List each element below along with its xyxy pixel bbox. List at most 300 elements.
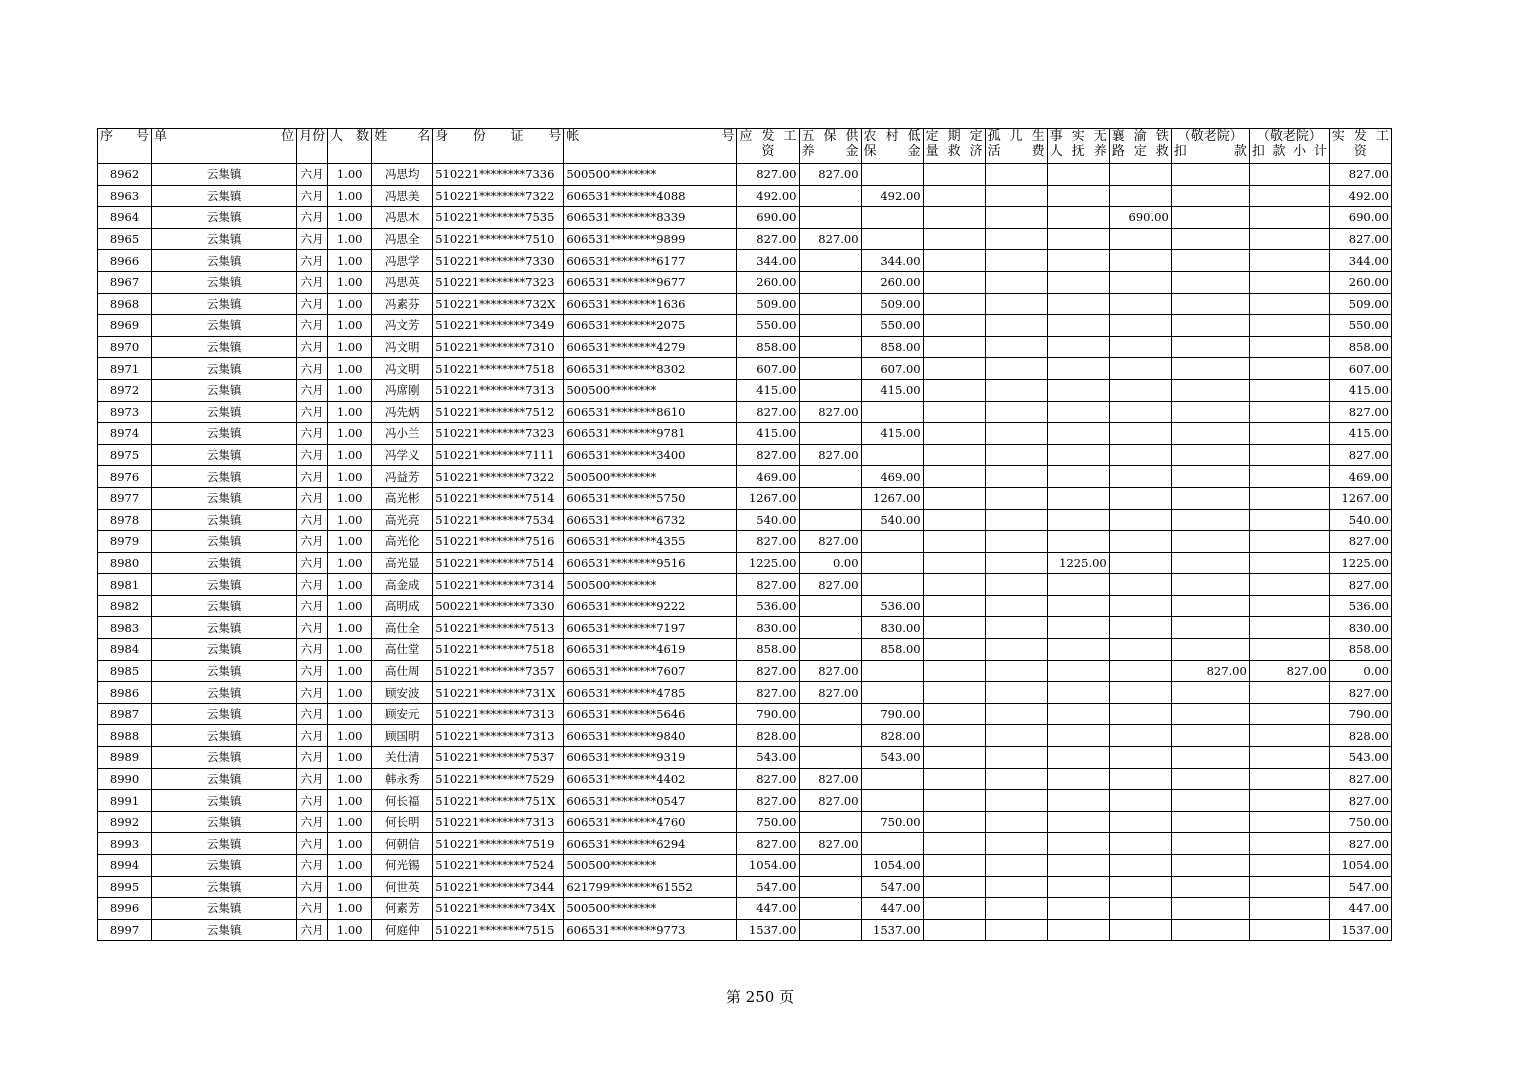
cell-deduct [1171, 811, 1249, 833]
cell-account: 606531********8302 [564, 358, 737, 380]
cell-id-number: 510221********732X [433, 293, 564, 315]
cell-account: 606531********0547 [564, 790, 737, 812]
cell-wage-due: 1225.00 [737, 552, 799, 574]
cell-wage-due: 750.00 [737, 811, 799, 833]
cell-wage-due: 790.00 [737, 703, 799, 725]
cell-month: 六月 [297, 768, 328, 790]
cell-dingliang [923, 358, 985, 380]
cell-count: 1.00 [328, 423, 372, 445]
cell-wage-due: 1537.00 [737, 919, 799, 941]
cell-dibao: 1267.00 [861, 487, 923, 509]
cell-xiangyu [1109, 552, 1171, 574]
cell-seq: 8966 [98, 250, 152, 272]
cell-shishi [1047, 595, 1109, 617]
cell-wubao: 827.00 [799, 833, 861, 855]
table-row [98, 358, 1392, 380]
cell-month: 六月 [297, 833, 328, 855]
table-row [98, 228, 1392, 250]
cell-unit: 云集镇 [152, 725, 297, 747]
cell-shishi [1047, 444, 1109, 466]
cell-id-number: 510221********7313 [433, 379, 564, 401]
cell-deduct [1171, 228, 1249, 250]
cell-month: 六月 [297, 639, 328, 661]
cell-unit: 云集镇 [152, 423, 297, 445]
cell-name: 冯思全 [372, 228, 433, 250]
cell-seq: 8997 [98, 919, 152, 941]
cell-wage-actual: 415.00 [1329, 379, 1391, 401]
cell-dibao: 550.00 [861, 315, 923, 337]
cell-unit: 云集镇 [152, 358, 297, 380]
cell-dingliang [923, 660, 985, 682]
cell-deduct-subtotal [1249, 207, 1329, 229]
cell-wage-due: 827.00 [737, 531, 799, 553]
cell-orphan [985, 660, 1047, 682]
cell-id-number: 510221********7518 [433, 639, 564, 661]
cell-id-number: 510221********7516 [433, 531, 564, 553]
cell-dingliang [923, 747, 985, 769]
cell-wage-due: 827.00 [737, 768, 799, 790]
cell-dingliang [923, 639, 985, 661]
cell-shishi [1047, 747, 1109, 769]
cell-xiangyu [1109, 639, 1171, 661]
cell-deduct-subtotal [1249, 531, 1329, 553]
cell-wage-actual: 790.00 [1329, 703, 1391, 725]
cell-dibao [861, 552, 923, 574]
cell-count: 1.00 [328, 336, 372, 358]
cell-name: 冯小兰 [372, 423, 433, 445]
cell-deduct-subtotal [1249, 423, 1329, 445]
cell-month: 六月 [297, 164, 328, 186]
cell-wage-actual: 858.00 [1329, 639, 1391, 661]
header-shishi: 事 实 无 人 抚 养 [1047, 129, 1109, 164]
cell-dibao [861, 660, 923, 682]
cell-orphan [985, 682, 1047, 704]
header-dibao: 农 村 低 保 金 [861, 129, 923, 164]
cell-shishi [1047, 855, 1109, 877]
cell-month: 六月 [297, 552, 328, 574]
cell-name: 何庭仲 [372, 919, 433, 941]
cell-count: 1.00 [328, 531, 372, 553]
cell-count: 1.00 [328, 164, 372, 186]
cell-deduct-subtotal [1249, 358, 1329, 380]
table-row [98, 552, 1392, 574]
cell-wage-due: 858.00 [737, 639, 799, 661]
cell-xiangyu [1109, 574, 1171, 596]
cell-shishi [1047, 660, 1109, 682]
cell-deduct: 827.00 [1171, 660, 1249, 682]
cell-deduct-subtotal [1249, 185, 1329, 207]
cell-wage-due: 827.00 [737, 228, 799, 250]
cell-wage-actual: 750.00 [1329, 811, 1391, 833]
cell-dingliang [923, 790, 985, 812]
cell-deduct [1171, 876, 1249, 898]
cell-deduct-subtotal [1249, 855, 1329, 877]
cell-deduct-subtotal [1249, 574, 1329, 596]
cell-name: 何长明 [372, 811, 433, 833]
cell-seq: 8992 [98, 811, 152, 833]
cell-deduct [1171, 185, 1249, 207]
cell-wage-actual: 0.00 [1329, 660, 1391, 682]
cell-dibao: 750.00 [861, 811, 923, 833]
cell-seq: 8985 [98, 660, 152, 682]
cell-orphan [985, 336, 1047, 358]
cell-deduct [1171, 293, 1249, 315]
header-id: 身 份 证 号 [433, 129, 564, 164]
cell-wage-actual: 536.00 [1329, 595, 1391, 617]
cell-dibao: 543.00 [861, 747, 923, 769]
cell-account: 606531********2075 [564, 315, 737, 337]
cell-seq: 8980 [98, 552, 152, 574]
cell-deduct [1171, 574, 1249, 596]
table-row [98, 898, 1392, 920]
cell-xiangyu [1109, 466, 1171, 488]
cell-wage-due: 536.00 [737, 595, 799, 617]
cell-orphan [985, 617, 1047, 639]
cell-wage-actual: 827.00 [1329, 531, 1391, 553]
cell-id-number: 510221********7512 [433, 401, 564, 423]
cell-deduct-subtotal [1249, 790, 1329, 812]
cell-wage-due: 827.00 [737, 833, 799, 855]
cell-count: 1.00 [328, 833, 372, 855]
cell-account: 606531********4785 [564, 682, 737, 704]
cell-account: 606531********3400 [564, 444, 737, 466]
cell-wubao [799, 509, 861, 531]
cell-wubao [799, 207, 861, 229]
cell-deduct [1171, 509, 1249, 531]
cell-deduct-subtotal [1249, 768, 1329, 790]
cell-seq: 8993 [98, 833, 152, 855]
cell-id-number: 510221********7514 [433, 487, 564, 509]
cell-deduct-subtotal [1249, 898, 1329, 920]
cell-name: 顾安元 [372, 703, 433, 725]
cell-id-number: 500221********7330 [433, 595, 564, 617]
cell-xiangyu [1109, 833, 1171, 855]
cell-name: 冯思均 [372, 164, 433, 186]
cell-deduct-subtotal [1249, 747, 1329, 769]
cell-wage-actual: 827.00 [1329, 768, 1391, 790]
table-row [98, 833, 1392, 855]
table-row [98, 747, 1392, 769]
cell-wubao: 0.00 [799, 552, 861, 574]
cell-xiangyu [1109, 768, 1171, 790]
cell-wage-actual: 447.00 [1329, 898, 1391, 920]
header-deduct: （敬老院） 扣 款 [1171, 129, 1249, 164]
cell-wubao [799, 250, 861, 272]
cell-wubao: 827.00 [799, 790, 861, 812]
cell-wage-actual: 469.00 [1329, 466, 1391, 488]
cell-unit: 云集镇 [152, 315, 297, 337]
cell-count: 1.00 [328, 466, 372, 488]
cell-deduct [1171, 768, 1249, 790]
cell-seq: 8969 [98, 315, 152, 337]
cell-count: 1.00 [328, 207, 372, 229]
header-unit: 单 位 [152, 129, 297, 164]
cell-shishi [1047, 768, 1109, 790]
cell-id-number: 510221********7535 [433, 207, 564, 229]
cell-orphan [985, 423, 1047, 445]
cell-xiangyu [1109, 423, 1171, 445]
cell-unit: 云集镇 [152, 207, 297, 229]
cell-month: 六月 [297, 358, 328, 380]
cell-unit: 云集镇 [152, 531, 297, 553]
cell-wage-actual: 543.00 [1329, 747, 1391, 769]
cell-xiangyu [1109, 358, 1171, 380]
cell-wage-actual: 828.00 [1329, 725, 1391, 747]
cell-count: 1.00 [328, 876, 372, 898]
cell-shishi [1047, 379, 1109, 401]
cell-dingliang [923, 487, 985, 509]
cell-account: 606531********6177 [564, 250, 737, 272]
cell-dingliang [923, 855, 985, 877]
cell-deduct-subtotal [1249, 250, 1329, 272]
cell-deduct [1171, 271, 1249, 293]
cell-count: 1.00 [328, 315, 372, 337]
cell-dingliang [923, 703, 985, 725]
cell-month: 六月 [297, 617, 328, 639]
table-row [98, 531, 1392, 553]
cell-shishi [1047, 574, 1109, 596]
cell-orphan [985, 509, 1047, 531]
cell-deduct [1171, 898, 1249, 920]
cell-account: 606531********8610 [564, 401, 737, 423]
cell-unit: 云集镇 [152, 574, 297, 596]
cell-account: 606531********9319 [564, 747, 737, 769]
cell-name: 冯素芬 [372, 293, 433, 315]
cell-name: 何光锡 [372, 855, 433, 877]
table-row [98, 444, 1392, 466]
cell-shishi [1047, 898, 1109, 920]
table-row [98, 703, 1392, 725]
cell-unit: 云集镇 [152, 185, 297, 207]
cell-wubao: 827.00 [799, 228, 861, 250]
table-row [98, 315, 1392, 337]
table-row [98, 595, 1392, 617]
cell-deduct [1171, 833, 1249, 855]
cell-xiangyu [1109, 336, 1171, 358]
cell-dingliang [923, 250, 985, 272]
cell-wage-actual: 827.00 [1329, 833, 1391, 855]
cell-orphan [985, 725, 1047, 747]
cell-deduct-subtotal [1249, 293, 1329, 315]
cell-wage-actual: 1054.00 [1329, 855, 1391, 877]
cell-id-number: 510221********7336 [433, 164, 564, 186]
cell-dibao: 540.00 [861, 509, 923, 531]
cell-dibao: 830.00 [861, 617, 923, 639]
cell-shishi [1047, 336, 1109, 358]
cell-unit: 云集镇 [152, 487, 297, 509]
cell-deduct [1171, 315, 1249, 337]
cell-deduct-subtotal [1249, 682, 1329, 704]
cell-deduct-subtotal [1249, 725, 1329, 747]
cell-wubao: 827.00 [799, 682, 861, 704]
cell-name: 高仕全 [372, 617, 433, 639]
cell-count: 1.00 [328, 250, 372, 272]
cell-account: 500500******** [564, 855, 737, 877]
cell-dingliang [923, 207, 985, 229]
cell-shishi [1047, 487, 1109, 509]
cell-count: 1.00 [328, 552, 372, 574]
cell-count: 1.00 [328, 617, 372, 639]
cell-month: 六月 [297, 725, 328, 747]
cell-month: 六月 [297, 660, 328, 682]
header-orphan: 孤 儿 生 活 费 [985, 129, 1047, 164]
cell-orphan [985, 379, 1047, 401]
cell-shishi [1047, 466, 1109, 488]
cell-count: 1.00 [328, 509, 372, 531]
cell-dingliang [923, 595, 985, 617]
cell-wubao: 827.00 [799, 768, 861, 790]
cell-deduct-subtotal [1249, 271, 1329, 293]
cell-dibao: 509.00 [861, 293, 923, 315]
cell-seq: 8987 [98, 703, 152, 725]
cell-wage-due: 858.00 [737, 336, 799, 358]
cell-dingliang [923, 336, 985, 358]
cell-count: 1.00 [328, 725, 372, 747]
cell-id-number: 510221********7519 [433, 833, 564, 855]
cell-dingliang [923, 509, 985, 531]
cell-shishi [1047, 185, 1109, 207]
cell-month: 六月 [297, 509, 328, 531]
cell-deduct [1171, 423, 1249, 445]
cell-deduct-subtotal [1249, 164, 1329, 186]
table-row [98, 617, 1392, 639]
cell-wage-actual: 858.00 [1329, 336, 1391, 358]
cell-xiangyu [1109, 293, 1171, 315]
cell-deduct [1171, 444, 1249, 466]
cell-xiangyu [1109, 898, 1171, 920]
cell-month: 六月 [297, 271, 328, 293]
cell-orphan [985, 595, 1047, 617]
cell-wage-actual: 690.00 [1329, 207, 1391, 229]
cell-id-number: 510221********7514 [433, 552, 564, 574]
cell-deduct-subtotal [1249, 444, 1329, 466]
cell-seq: 8986 [98, 682, 152, 704]
cell-seq: 8963 [98, 185, 152, 207]
cell-account: 606531********9781 [564, 423, 737, 445]
header-wage-actual: 实 发 工 资 [1329, 129, 1391, 164]
cell-unit: 云集镇 [152, 811, 297, 833]
cell-id-number: 510221********7313 [433, 703, 564, 725]
cell-deduct [1171, 164, 1249, 186]
cell-wage-actual: 492.00 [1329, 185, 1391, 207]
table-row [98, 574, 1392, 596]
cell-dingliang [923, 401, 985, 423]
cell-deduct-subtotal [1249, 379, 1329, 401]
cell-dibao: 607.00 [861, 358, 923, 380]
cell-id-number: 510221********7513 [433, 617, 564, 639]
cell-shishi [1047, 790, 1109, 812]
cell-wubao: 827.00 [799, 531, 861, 553]
cell-deduct-subtotal [1249, 509, 1329, 531]
cell-orphan [985, 833, 1047, 855]
cell-dingliang [923, 466, 985, 488]
cell-wage-actual: 1537.00 [1329, 919, 1391, 941]
cell-dibao: 547.00 [861, 876, 923, 898]
cell-count: 1.00 [328, 574, 372, 596]
cell-name: 冯文明 [372, 358, 433, 380]
cell-account: 606531********1636 [564, 293, 737, 315]
cell-xiangyu [1109, 509, 1171, 531]
cell-deduct-subtotal [1249, 703, 1329, 725]
cell-xiangyu [1109, 228, 1171, 250]
cell-account: 606531********7607 [564, 660, 737, 682]
cell-wubao [799, 185, 861, 207]
cell-name: 高光伦 [372, 531, 433, 553]
cell-month: 六月 [297, 401, 328, 423]
cell-seq: 8964 [98, 207, 152, 229]
header-wage-due: 应 发 工 资 [737, 129, 799, 164]
header-xiangyu: 襄 渝 铁 路 定 救 [1109, 129, 1171, 164]
cell-xiangyu [1109, 725, 1171, 747]
cell-account: 500500******** [564, 466, 737, 488]
cell-wage-actual: 540.00 [1329, 509, 1391, 531]
page-number: 第 250 页 [725, 988, 795, 1006]
cell-wage-actual: 509.00 [1329, 293, 1391, 315]
cell-account: 606531********9840 [564, 725, 737, 747]
cell-unit: 云集镇 [152, 228, 297, 250]
cell-wage-due: 543.00 [737, 747, 799, 769]
cell-month: 六月 [297, 919, 328, 941]
cell-orphan [985, 444, 1047, 466]
cell-name: 何素芳 [372, 898, 433, 920]
cell-shishi [1047, 617, 1109, 639]
cell-month: 六月 [297, 250, 328, 272]
cell-dibao: 260.00 [861, 271, 923, 293]
cell-wage-due: 415.00 [737, 379, 799, 401]
cell-account: 606531********8339 [564, 207, 737, 229]
cell-deduct-subtotal [1249, 228, 1329, 250]
cell-count: 1.00 [328, 790, 372, 812]
header-wubao: 五 保 供 养 金 [799, 129, 861, 164]
cell-orphan [985, 207, 1047, 229]
cell-count: 1.00 [328, 919, 372, 941]
cell-orphan [985, 531, 1047, 553]
cell-wage-due: 607.00 [737, 358, 799, 380]
cell-name: 冯思学 [372, 250, 433, 272]
cell-wage-actual: 827.00 [1329, 682, 1391, 704]
cell-name: 韩永秀 [372, 768, 433, 790]
cell-wage-actual: 827.00 [1329, 790, 1391, 812]
cell-xiangyu [1109, 747, 1171, 769]
cell-id-number: 510221********7357 [433, 660, 564, 682]
cell-seq: 8972 [98, 379, 152, 401]
cell-deduct-subtotal: 827.00 [1249, 660, 1329, 682]
cell-wage-actual: 607.00 [1329, 358, 1391, 380]
cell-xiangyu [1109, 379, 1171, 401]
cell-xiangyu [1109, 855, 1171, 877]
cell-id-number: 510221********7349 [433, 315, 564, 337]
cell-name: 高仕周 [372, 660, 433, 682]
cell-deduct [1171, 639, 1249, 661]
cell-dibao: 828.00 [861, 725, 923, 747]
cell-orphan [985, 919, 1047, 941]
cell-orphan [985, 164, 1047, 186]
cell-wubao [799, 703, 861, 725]
cell-dibao [861, 574, 923, 596]
cell-deduct-subtotal [1249, 919, 1329, 941]
header-name: 姓 名 [372, 129, 433, 164]
cell-shishi [1047, 725, 1109, 747]
cell-count: 1.00 [328, 768, 372, 790]
cell-seq: 8984 [98, 639, 152, 661]
cell-deduct [1171, 790, 1249, 812]
cell-account: 606531********4355 [564, 531, 737, 553]
cell-wubao [799, 271, 861, 293]
cell-name: 冯思美 [372, 185, 433, 207]
cell-dingliang [923, 617, 985, 639]
cell-seq: 8974 [98, 423, 152, 445]
cell-account: 606531********4760 [564, 811, 737, 833]
